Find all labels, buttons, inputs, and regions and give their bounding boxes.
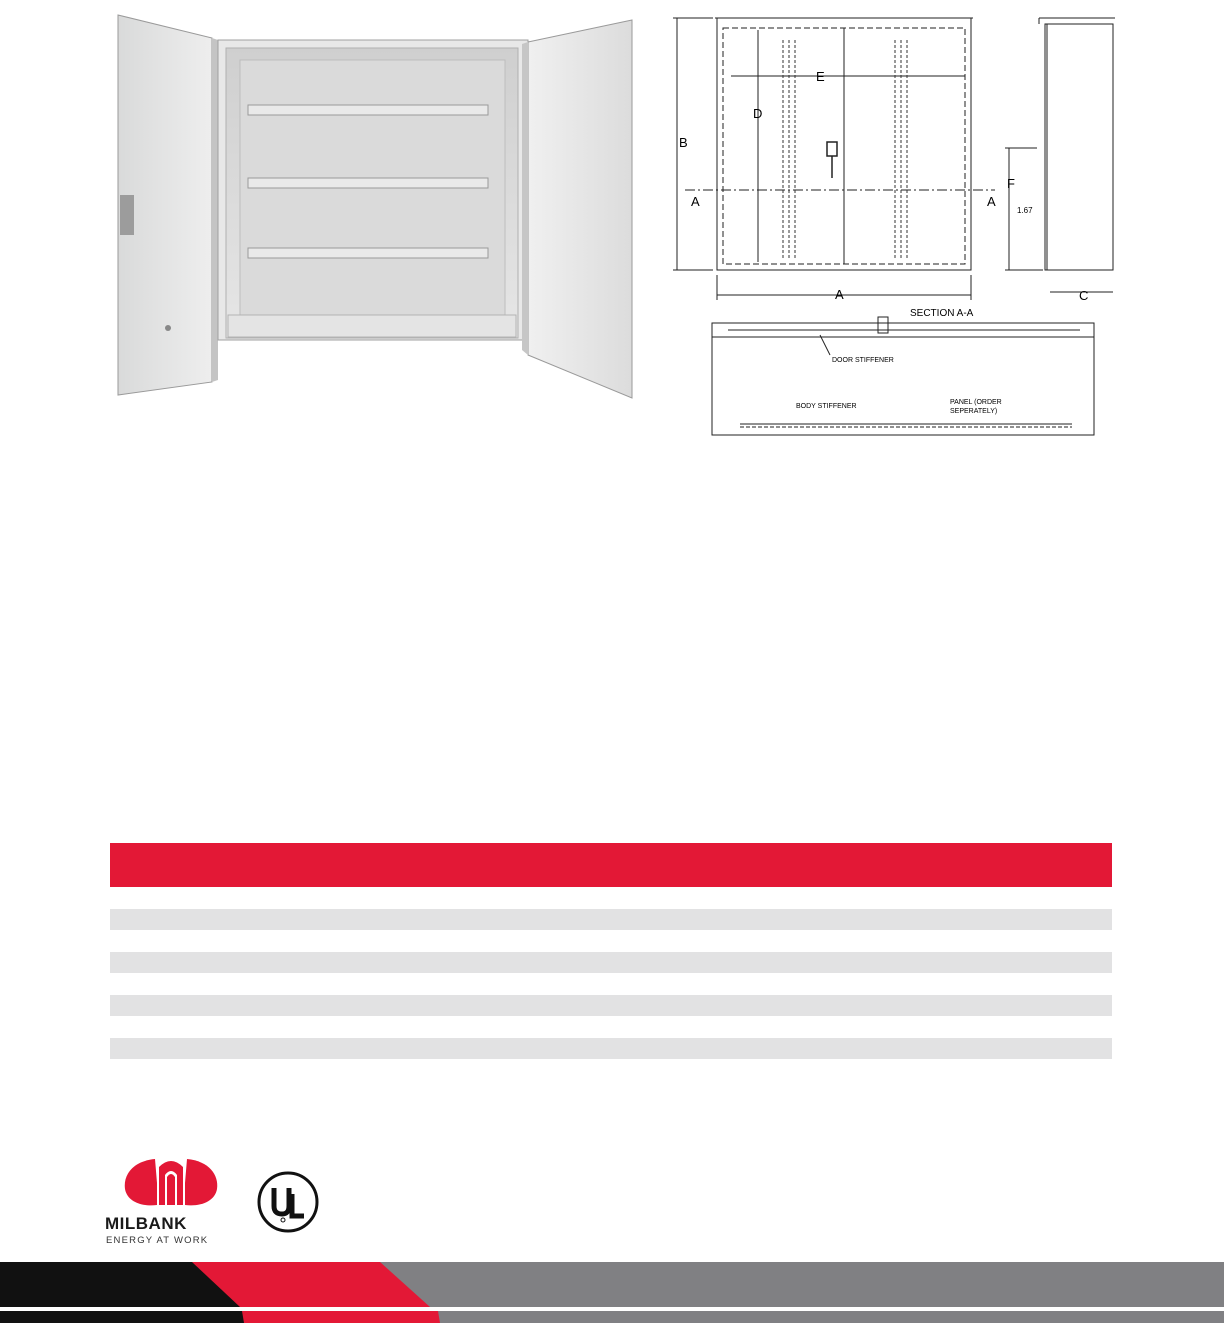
ul-certification-icon — [256, 1170, 320, 1234]
dim-label-a: A — [835, 287, 844, 302]
body-stiffener-label: BODY STIFFENER — [796, 403, 857, 410]
dim-label-c: C — [1079, 288, 1089, 303]
section-title: SECTION A-A — [910, 308, 974, 319]
table-row — [110, 1038, 1112, 1059]
table-row — [110, 995, 1112, 1016]
spec-table-header — [110, 843, 1112, 887]
section-marker-right: A — [987, 194, 996, 209]
dim-label-b: B — [679, 135, 688, 150]
dim-label-f: F — [1007, 176, 1015, 191]
brand-tagline: ENERGY AT WORK — [106, 1235, 209, 1246]
spec-table — [110, 843, 1112, 1059]
table-row — [110, 952, 1112, 973]
brand-name: MILBANK — [105, 1214, 187, 1233]
panel-label-line2: SEPERATELY) — [950, 408, 998, 415]
enclosure-photo — [100, 10, 645, 405]
dim-label-d: D — [753, 106, 763, 121]
section-drawing — [700, 305, 1110, 440]
door-stiffener-label: DOOR STIFFENER — [832, 357, 894, 364]
offset-dimension: 1.67 — [1017, 206, 1033, 215]
milbank-logo — [105, 1155, 237, 1247]
dim-label-e: E — [816, 69, 825, 84]
panel-label-line1: PANEL (ORDER — [950, 399, 1002, 406]
dimension-drawing — [665, 10, 1125, 310]
footer-band — [0, 1262, 1224, 1323]
table-row — [110, 909, 1112, 930]
section-marker-left: A — [691, 194, 700, 209]
